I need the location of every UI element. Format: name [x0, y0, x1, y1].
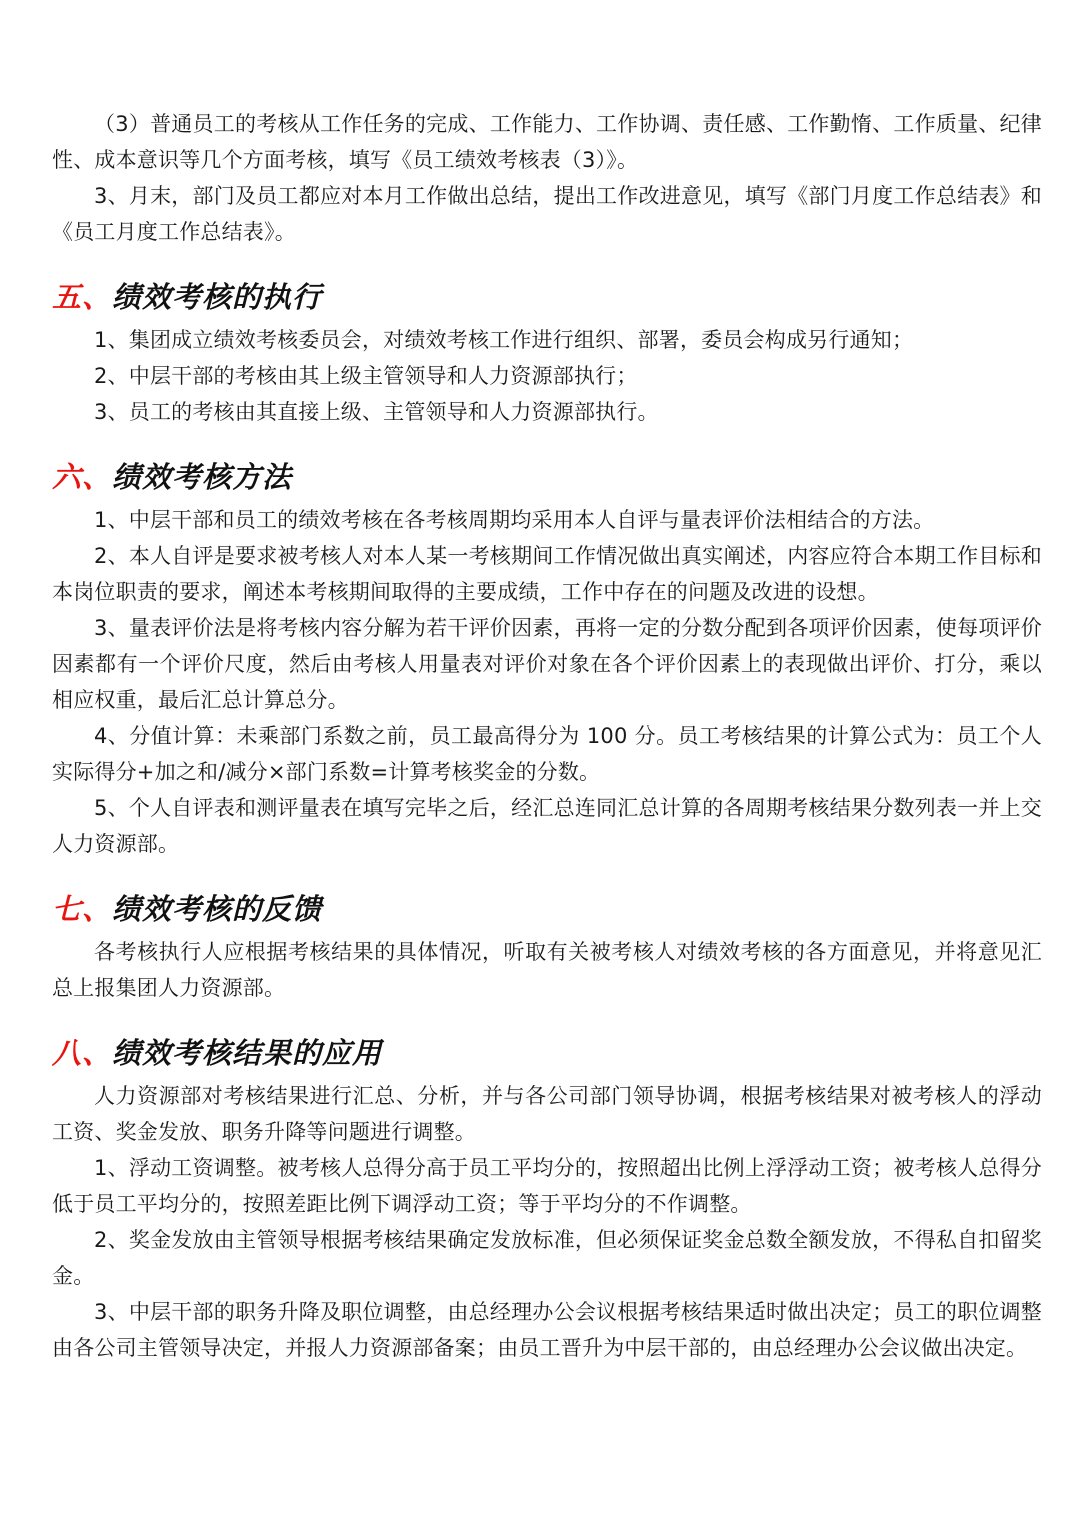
- section-paragraph: 1、浮动工资调整。被考核人总得分高于员工平均分的，按照超出比例上浮浮动工资；被考核人总得分低于员工平均分的，按照差距比例下调浮动工资；等于平均分的不作调整。: [52, 1156, 1042, 1216]
- section-execution: [52, 274, 1042, 430]
- section-paragraph: 3、中层干部的职务升降及职位调整，由总经理办公会议根据考核结果适时做出决定；员工的职位调整由各公司主管领导决定，并报人力资源部备案；由员工晋升为中层干部的，由总经理办公会议做出决定。: [52, 1300, 1042, 1360]
- section-feedback: [52, 886, 1042, 1006]
- section-heading: [52, 454, 1042, 500]
- section-paragraph: 2、中层干部的考核由其上级主管领导和人力资源部执行；: [94, 364, 638, 388]
- section-paragraph: 1、中层干部和员工的绩效考核在各考核周期均采用本人自评与量表评价法相结合的方法。: [94, 508, 935, 532]
- section-paragraph: 2、奖金发放由主管领导根据考核结果确定发放标准，但必须保证奖金总数全额发放，不得私自扣留奖金。: [52, 1228, 1042, 1288]
- section-paragraph: 5、个人自评表和测评量表在填写完毕之后，经汇总连同汇总计算的各周期考核结果分数列表一并上交人力资源部。: [52, 796, 1042, 856]
- document-page: [52, 106, 1042, 1366]
- section-paragraph: 各考核执行人应根据考核结果的具体情况，听取有关被考核人对绩效考核的各方面意见，并将意见汇总上报集团人力资源部。: [52, 940, 1042, 1000]
- section-number: 六、: [52, 460, 113, 494]
- section-heading: [52, 274, 1042, 320]
- section-number: 八、: [52, 1036, 113, 1070]
- section-paragraph: 1、集团成立绩效考核委员会，对绩效考核工作进行组织、部署，委员会构成另行通知；: [94, 328, 914, 352]
- section-paragraph: 人力资源部对考核结果进行汇总、分析，并与各公司部门领导协调，根据考核结果对被考核人的浮动工资、奖金发放、职务升降等问题进行调整。: [52, 1084, 1042, 1144]
- section-paragraph: 3、员工的考核由其直接上级、主管领导和人力资源部执行。: [94, 400, 659, 424]
- section-paragraph: 3、量表评价法是将考核内容分解为若干评价因素，再将一定的分数分配到各项评价因素，使每项评价因素都有一个评价尺度，然后由考核人用量表对评价对象在各个评价因素上的表现做出评价、打分，乘以相应权重，最后汇总计算总分。: [52, 616, 1042, 712]
- section-title-text: 绩效考核方法: [112, 460, 293, 494]
- section-heading: [52, 886, 1042, 932]
- section-number: 七、: [52, 892, 113, 926]
- intro-paragraph: 3、月末，部门及员工都应对本月工作做出总结，提出工作改进意见，填写《部门月度工作总结表》和《员工月度工作总结表》。: [52, 184, 1042, 244]
- intro-block: [52, 106, 1042, 250]
- intro-paragraph: （3）普通员工的考核从工作任务的完成、工作能力、工作协调、责任感、工作勤惰、工作质量、纪律性、成本意识等几个方面考核，填写《员工绩效考核表（3）》。: [52, 112, 1042, 172]
- section-paragraph: 4、分值计算：未乘部门系数之前，员工最高得分为 100 分。员工考核结果的计算公式为：员工个人实际得分+加之和/减分×部门系数=计算考核奖金的分数。: [52, 724, 1042, 784]
- section-title-text: 绩效考核的执行: [112, 280, 323, 314]
- section-heading: [52, 1030, 1042, 1076]
- section-paragraph: 2、本人自评是要求被考核人对本人某一考核期间工作情况做出真实阐述，内容应符合本期工作目标和本岗位职责的要求，阐述本考核期间取得的主要成绩，工作中存在的问题及改进的设想。: [52, 544, 1042, 604]
- section-method: [52, 454, 1042, 862]
- section-application: [52, 1030, 1042, 1366]
- section-title-text: 绩效考核结果的应用: [112, 1036, 383, 1070]
- section-title-text: 绩效考核的反馈: [112, 892, 323, 926]
- section-number: 五、: [52, 280, 113, 314]
